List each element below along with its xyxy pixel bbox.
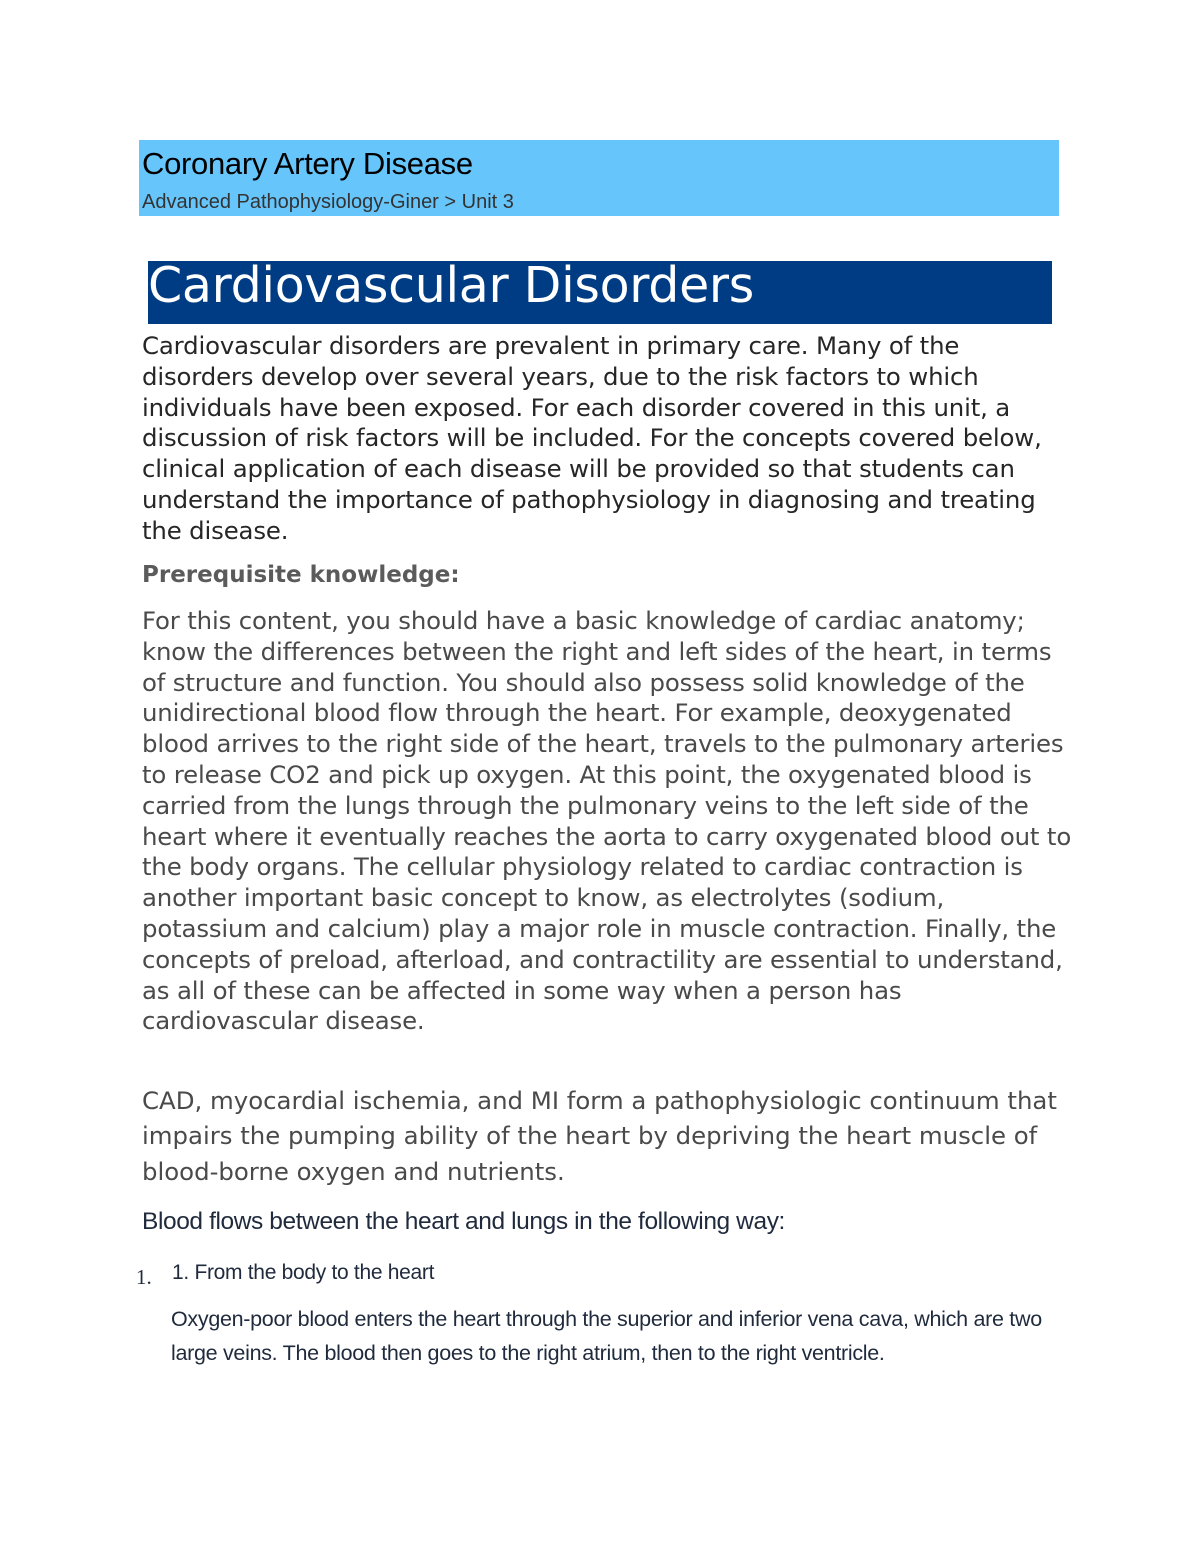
- list-item-marker: 1.: [136, 1265, 152, 1289]
- list-item-description: Oxygen-poor blood enters the heart through the superior and inferior vena cava, which are two large veins. The blood then goes to the right atrium, then to the right ventricle.: [171, 1307, 1042, 1365]
- cad-paragraph: CAD, myocardial ischemia, and MI form a pathophysiologic continuum that impairs the pumping ability of the heart by depriving the heart muscle of blood-borne oxygen and nutrients.: [142, 1086, 1057, 1186]
- prerequisite-paragraph: For this content, you should have a basic knowledge of cardiac anatomy; know the differences between the right and left sides of the heart, in terms of structure and function. You should also possess solid knowledge of the unidirectional blood flow through the heart. For example, deoxygenated blood arrives to the right side of the heart, travels to the pulmonary arteries to release CO2 and pick up oxygen. At this point, the oxygenated blood is carried from the lungs through the pulmonary veins to the left side of the heart where it eventually reaches the aorta to carry oxygenated blood out to the body organs. The cellular physiology related to cardiac contraction is another important basic concept to know, as electrolytes (sodium, potassium and calcium) play a major role in muscle contraction. Finally, the concepts of preload, afterload, and contractility are essential to understand, as all of these can be affected in some way when a person has cardiovascular disease.: [142, 606, 1072, 1036]
- section-banner: [148, 257, 1052, 324]
- document-title: Coronary Artery Disease: [142, 146, 473, 181]
- intro-paragraph: Cardiovascular disorders are prevalent in primary care. Many of the disorders develop over several years, due to the risk factors to which individuals have been exposed. For each disorder covered in this unit, a discussion of risk factors will be included. For the concepts covered below, clinical application of each disease will be provided so that students can understand the importance of pathophysiology in diagnosing and treating the disease.: [142, 331, 1042, 545]
- prerequisite-heading: Prerequisite knowledge:: [142, 562, 460, 588]
- section-title: Cardiovascular Disorders: [148, 257, 754, 314]
- breadcrumb: Advanced Pathophysiology-Giner > Unit 3: [142, 191, 514, 213]
- title-banner: [139, 140, 1059, 216]
- blood-flow-heading: Blood flows between the heart and lungs in the following way:: [142, 1208, 785, 1235]
- list-item-title: 1. From the body to the heart: [172, 1261, 435, 1284]
